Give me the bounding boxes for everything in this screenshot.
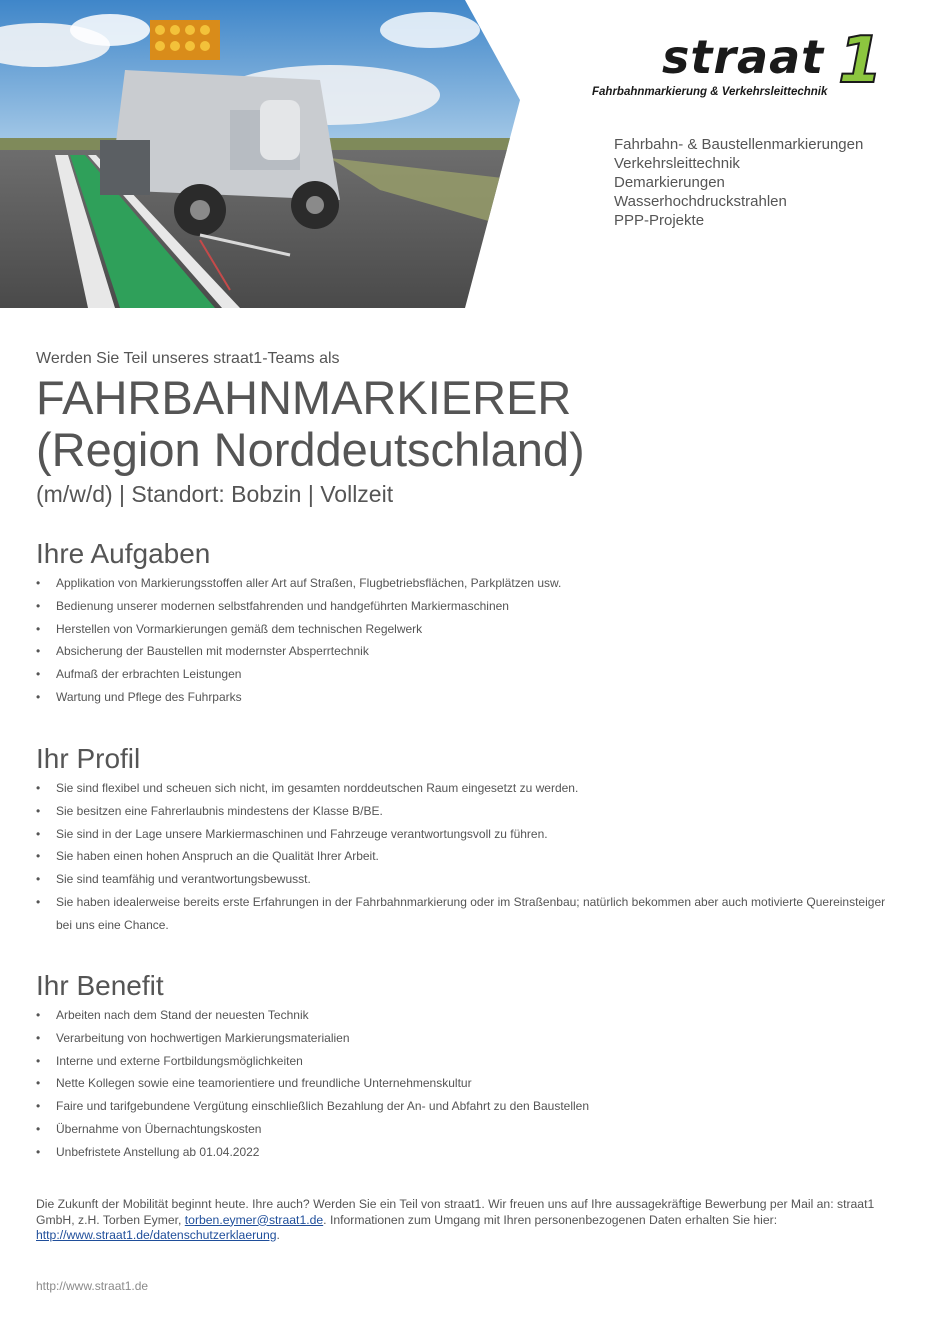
- benefit-list: [36, 1004, 896, 1164]
- service-item: Fahrbahn- & Baustellenmarkierungen: [614, 136, 864, 153]
- closing-text-3: .: [276, 1228, 280, 1242]
- logo-tagline: Fahrbahnmarkierung & Verkehrsleittechnik: [592, 86, 828, 98]
- list-item: • Interne und externe Fortbildungsmöglichkeiten: [36, 1050, 896, 1073]
- service-item: Wasserhochdruckstrahlen: [614, 193, 787, 210]
- list-item: • Nette Kollegen sowie eine teamorientiere und freundliche Unternehmenskultur: [36, 1072, 896, 1095]
- list-item: • Unbefristete Anstellung ab 01.04.2022: [36, 1141, 896, 1164]
- list-item: • Sie sind flexibel und scheuen sich nicht, im gesamten norddeutschen Raum eingesetzt zu werden.: [36, 777, 896, 800]
- list-item: • Sie haben idealerweise bereits erste Erfahrungen in der Fahrbahnmarkierung oder im Straßenbau; natürlich bekommen aber auch motivierte Quereinsteiger bei uns eine Chance.: [36, 891, 896, 937]
- section-heading-aufgaben: Ihre Aufgaben: [36, 538, 211, 569]
- service-item: Demarkierungen: [614, 174, 725, 191]
- list-item: • Aufmaß der erbrachten Leistungen: [36, 663, 896, 686]
- job-title-line1: FAHRBAHNMARKIERER: [36, 371, 572, 424]
- list-item: • Sie sind teamfähig und verantwortungsbewusst.: [36, 868, 896, 891]
- list-item: • Übernahme von Übernachtungskosten: [36, 1118, 896, 1141]
- closing-text-2: . Informationen zum Umgang mit Ihren personenbezogenen Daten erhalten Sie hier:: [323, 1212, 778, 1227]
- section-heading-benefit: Ihr Benefit: [36, 970, 164, 1001]
- list-item: • Sie haben einen hohen Anspruch an die Qualität Ihrer Arbeit.: [36, 845, 896, 868]
- company-logo: [590, 24, 890, 108]
- list-item: • Herstellen von Vormarkierungen gemäß dem technischen Regelwerk: [36, 618, 896, 641]
- list-item: • Sie besitzen eine Fahrerlaubnis mindestens der Klasse B/BE.: [36, 800, 896, 823]
- list-item: • Sie sind in der Lage unsere Markiermaschinen und Fahrzeuge verantwortungsvoll zu führen.: [36, 823, 896, 846]
- email-link[interactable]: torben.eymer@straat1.de: [184, 1212, 324, 1227]
- logo-digit: 1: [838, 24, 883, 98]
- list-item: • Absicherung der Baustellen mit modernster Absperrtechnik: [36, 640, 896, 663]
- privacy-link[interactable]: http://www.straat1.de/datenschutzerklaerung: [36, 1228, 277, 1242]
- logo-wordmark: straat: [662, 30, 825, 84]
- service-item: Verkehrsleittechnik: [614, 155, 740, 172]
- list-item: • Wartung und Pflege des Fuhrparks: [36, 686, 896, 709]
- list-item: • Verarbeitung von hochwertigen Markierungsmaterialien: [36, 1027, 896, 1050]
- job-subtitle: (m/w/d) | Standort: Bobzin | Vollzeit: [36, 481, 394, 507]
- job-title: [36, 372, 585, 476]
- service-item: PPP-Projekte: [614, 212, 705, 229]
- section-heading-profil: Ihr Profil: [36, 743, 141, 774]
- list-item: • Applikation von Markierungsstoffen aller Art auf Straßen, Flugbetriebsflächen, Parkplätzen usw.: [36, 572, 896, 595]
- closing-text-1: Die Zukunft der Mobilität beginnt heute. Ihre auch? Werden Sie ein Teil von straat1. Wir freuen uns auf Ihre aussagekräftige Bewerbung per Mail an: straat1 GmbH, z.H. Torben Eymer,: [36, 1197, 875, 1227]
- list-item: • Arbeiten nach dem Stand der neuesten Technik: [36, 1004, 896, 1027]
- hero-photo: [0, 0, 520, 308]
- intro-text: Werden Sie Teil unseres straat1-Teams als: [36, 350, 340, 367]
- list-item: • Bedienung unserer modernen selbstfahrenden und handgeführten Markiermaschinen: [36, 595, 896, 618]
- list-item: • Faire und tarifgebundene Vergütung einschließlich Bezahlung der An- und Abfahrt zu den Baustellen: [36, 1095, 896, 1118]
- footer-url[interactable]: http://www.straat1.de: [36, 1279, 149, 1293]
- aufgaben-list: [36, 572, 896, 709]
- closing-paragraph: [36, 1197, 896, 1244]
- services-list: [614, 135, 863, 230]
- profil-list: [36, 777, 896, 937]
- job-title-line2: (Region Norddeutschland): [36, 423, 585, 476]
